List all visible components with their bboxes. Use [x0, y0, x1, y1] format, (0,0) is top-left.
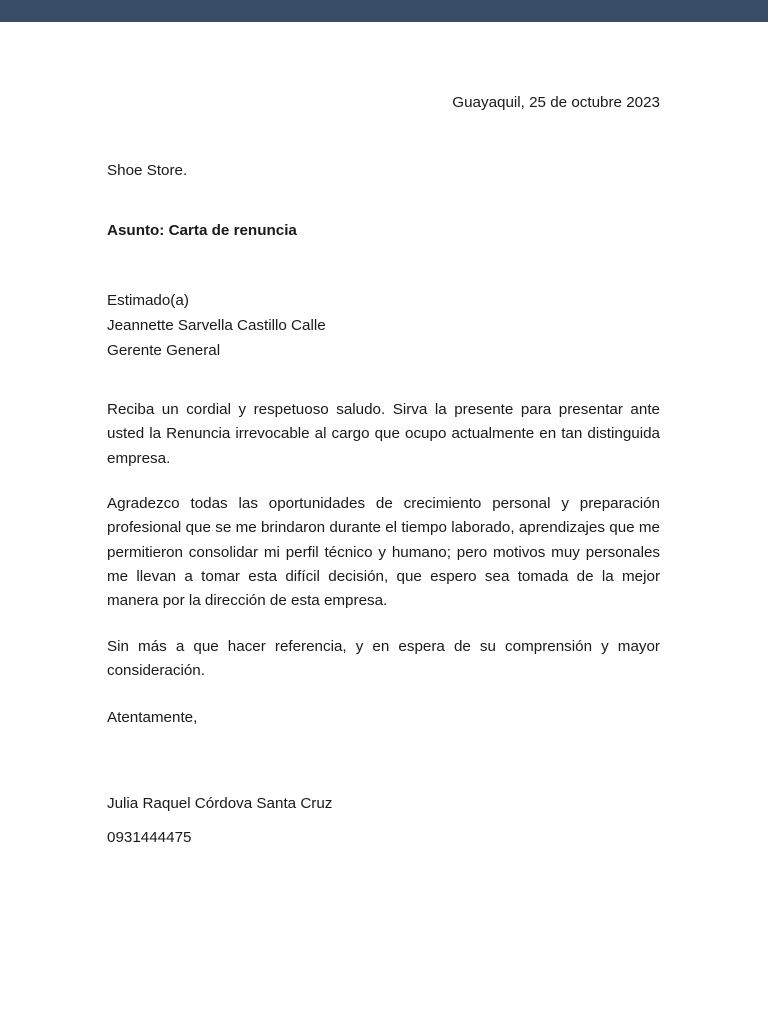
letter-date: Guayaquil, 25 de octubre 2023 [452, 94, 660, 111]
signature-name: Julia Raquel Córdova Santa Cruz [107, 795, 333, 812]
recipient-company: Shoe Store. [107, 162, 188, 179]
letter-closing: Atentamente, [107, 709, 198, 726]
body-paragraph-2: Agradezco todas las oportunidades de crecimiento personal y preparación profesional que se me brindaron durante el tiempo laborado, aprendizajes que me permitieron consolidar mi perfil técnico y humano; pero motivos muy personales me llevan a tomar esta difícil decisión, que espero sea tomada de la mejor manera por la dirección de esta empresa. [107, 495, 660, 610]
letter-subject: Asunto: Carta de renuncia [107, 222, 297, 239]
recipient-title: Gerente General [107, 342, 221, 359]
body-paragraph-3: Sin más a que hacer referencia, y en espera de su comprensión y mayor consideración. [107, 638, 660, 680]
salutation-block [107, 288, 326, 363]
document-top-bar [0, 0, 768, 22]
salutation-greeting: Estimado(a) [107, 292, 189, 309]
body-paragraph-1: Reciba un cordial y respetuoso saludo. Sirva la presente para presentar ante usted la Renuncia irrevocable al cargo que ocupo actualmente en tan distinguida empresa. [107, 401, 660, 467]
recipient-name: Jeannette Sarvella Castillo Calle [107, 317, 326, 334]
signature-phone: 0931444475 [107, 829, 192, 846]
